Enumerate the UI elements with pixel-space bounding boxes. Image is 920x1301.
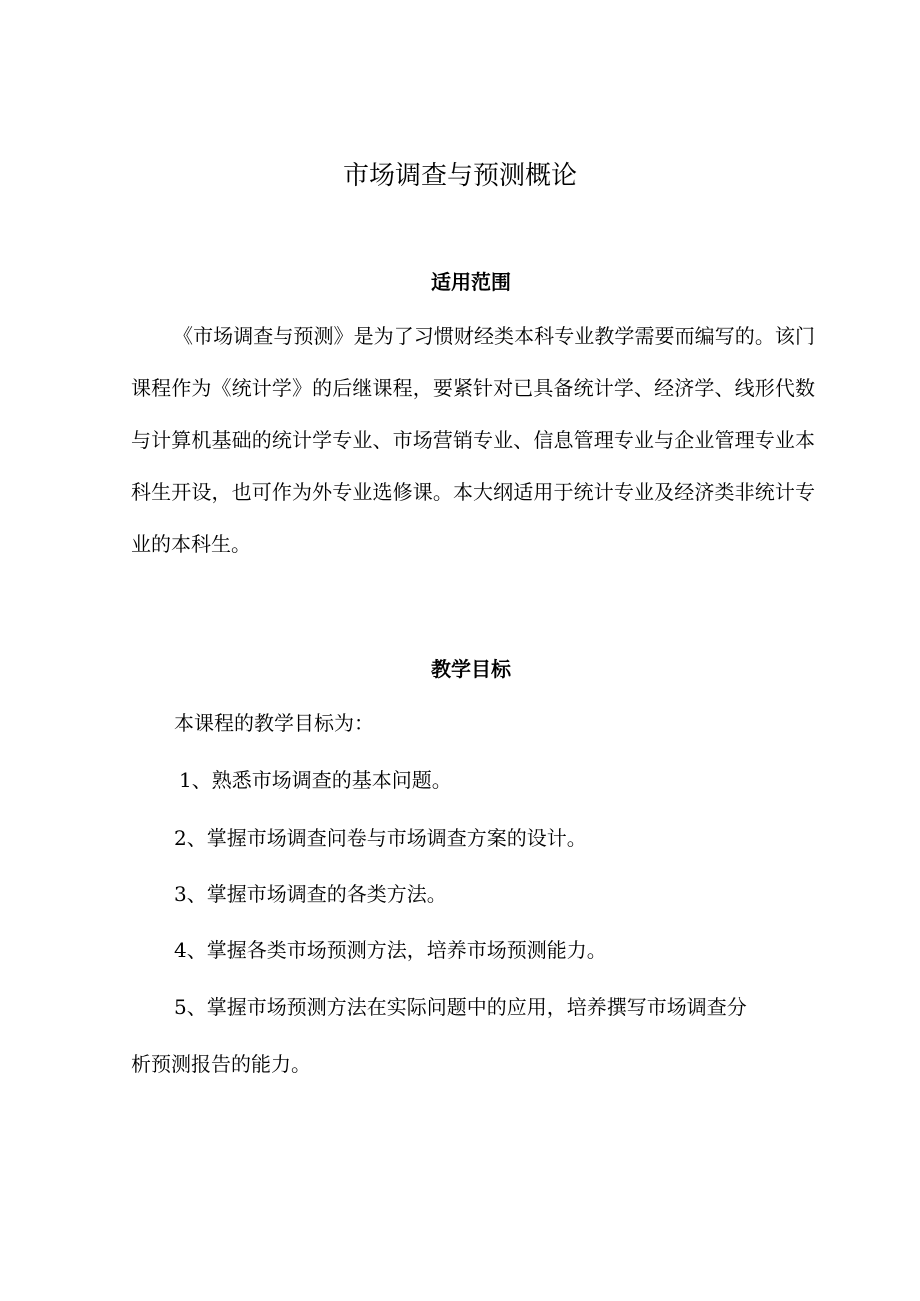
section-heading-goals: 教学目标 bbox=[431, 657, 511, 681]
document-title: 市场调查与预测概论 bbox=[342, 161, 577, 191]
goal-item-4: 4、掌握各类市场预测方法，培养市场预测能力。 bbox=[174, 938, 607, 962]
goal-item-1: 1、熟悉市场调查的基本问题。 bbox=[179, 768, 452, 792]
scope-paragraph: 《市场调查与预测》是为了习惯财经类本科专业教学需要而编写的。该门课程作为《统计学》的后继课程，要紧针对已具备统计学、经济学、线形代数与计算机基础的统计学专业、市场营销专业、信息管理专业与企业管理专业本科生开设，也可作为外专业选修课。本大纲适用于统计专业及经济类非统计专业的本科生。 bbox=[131, 324, 815, 556]
goal-item-5: 5、掌握市场预测方法在实际问题中的应用，培养撰写市场调查分 bbox=[174, 995, 747, 1019]
goal-item-2: 2、掌握市场调查问卷与市场调查方案的设计。 bbox=[174, 826, 587, 850]
section-heading-scope: 适用范围 bbox=[431, 270, 511, 294]
goal-item-3: 3、掌握市场调查的各类方法。 bbox=[174, 882, 447, 906]
goals-intro: 本课程的教学目标为： bbox=[174, 711, 374, 735]
goal-item-5-continuation: 析预测报告的能力。 bbox=[131, 1052, 311, 1076]
